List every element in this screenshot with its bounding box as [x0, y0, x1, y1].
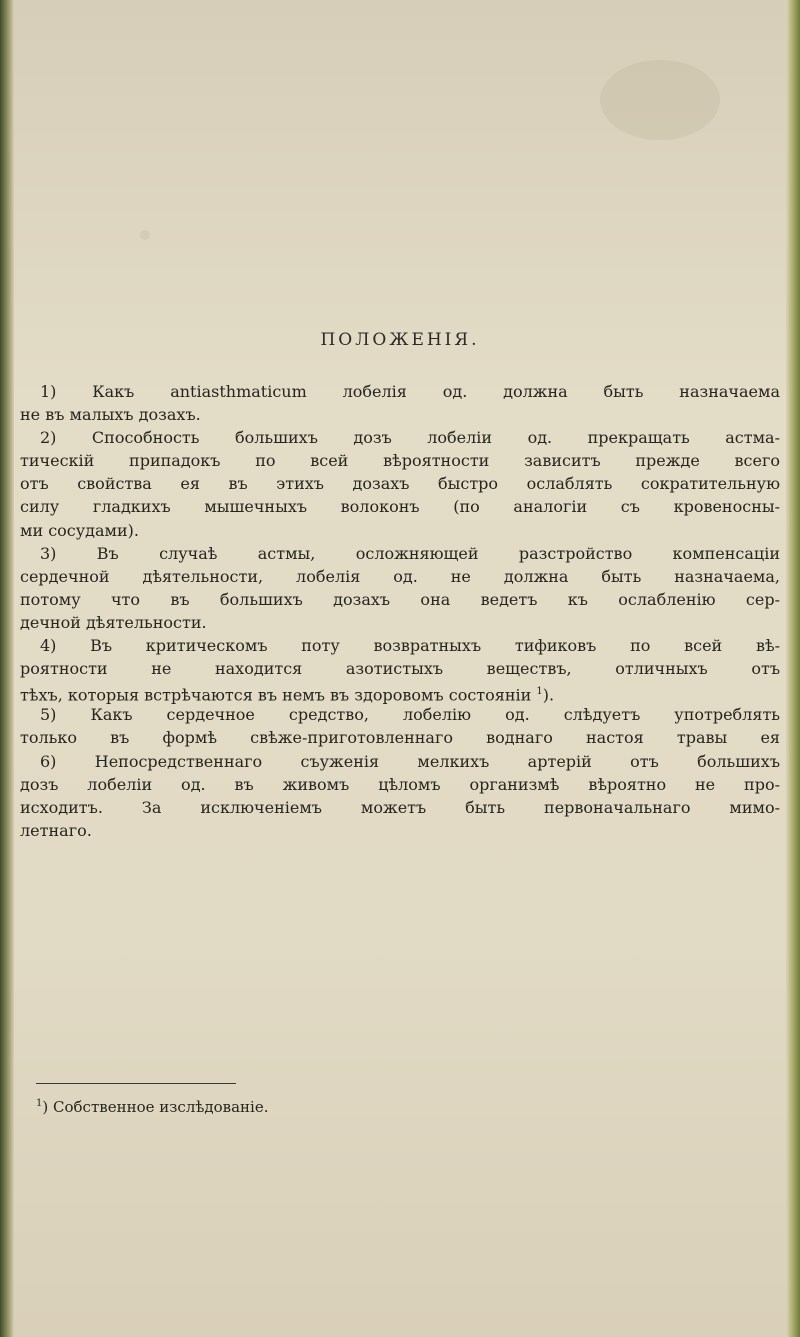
- text-line: роятности не находится азотистыхъ веществъ, отличныхъ отъ: [20, 659, 780, 679]
- text-line: летнаго.: [20, 820, 92, 840]
- footnote-marker-suffix: ): [42, 1098, 49, 1116]
- text-line: 4) Въ критическомъ поту возвратныхъ тификовъ по всей вѣ-: [40, 636, 780, 656]
- page-right-edge: [786, 0, 800, 1337]
- text-line: 1) Какъ antiasthmaticum лобелія од. должна быть назначаема: [40, 382, 780, 401]
- text-line: 5) Какъ сердечное средство, лобелію од. слѣдуетъ употреблять: [40, 705, 780, 725]
- paper-stain: [140, 230, 150, 240]
- footnote: [36, 1098, 269, 1116]
- theses-text: [20, 380, 780, 842]
- footnote-marker: 1: [36, 1098, 43, 1109]
- footnote-reference-suffix: ).: [542, 685, 555, 705]
- footnote-divider: [36, 1083, 236, 1084]
- text-line: дозъ лобеліи од. въ живомъ цѣломъ организмѣ вѣроятно не про-: [20, 774, 780, 794]
- text-line: не въ малыхъ дозахъ.: [20, 405, 201, 425]
- text-line: [20, 680, 780, 703]
- footnote-reference: 1: [536, 686, 543, 698]
- text-line: только въ формѣ свѣже-приготовленнаго воднаго настоя травы ея: [20, 728, 780, 748]
- text-line: исходитъ. За исключеніемъ можетъ быть первоначальнаго мимо-: [20, 797, 780, 817]
- text-line: ми сосудами).: [20, 520, 139, 540]
- text-line: сердечной дѣятельности, лобелія од. не должна быть назначаема,: [20, 566, 780, 586]
- text-line: дечной дѣятельности.: [20, 612, 207, 632]
- paper-stain: [600, 60, 720, 140]
- page-title: ПОЛОЖЕНІЯ.: [320, 330, 480, 350]
- text-line: потому что въ большихъ дозахъ она ведетъ къ ослабленію сер-: [20, 589, 780, 609]
- text-line: отъ свойства ея въ этихъ дозахъ быстро ослаблять сократительную: [20, 474, 780, 494]
- text-line-content: тѣхъ, которыя встрѣчаются въ немъ въ здоровомъ состояніи: [20, 685, 532, 705]
- text-line: 3) Въ случаѣ астмы, осложняющей разстройство компенсаціи: [40, 543, 780, 563]
- text-line: тическій припадокъ по всей вѣроятности зависитъ прежде всего: [20, 451, 780, 471]
- page-left-edge: [0, 0, 14, 1337]
- text-line: силу гладкихъ мышечныхъ волоконъ (по аналогіи съ кровеносны-: [20, 497, 780, 517]
- text-line: 2) Способность большихъ дозъ лобеліи од. прекращать астма-: [40, 428, 780, 448]
- text-line: 6) Непосредственнаго съуженія мелкихъ артерій отъ большихъ: [40, 751, 780, 771]
- footnote-text: Собственное изслѣдованіе.: [53, 1098, 269, 1116]
